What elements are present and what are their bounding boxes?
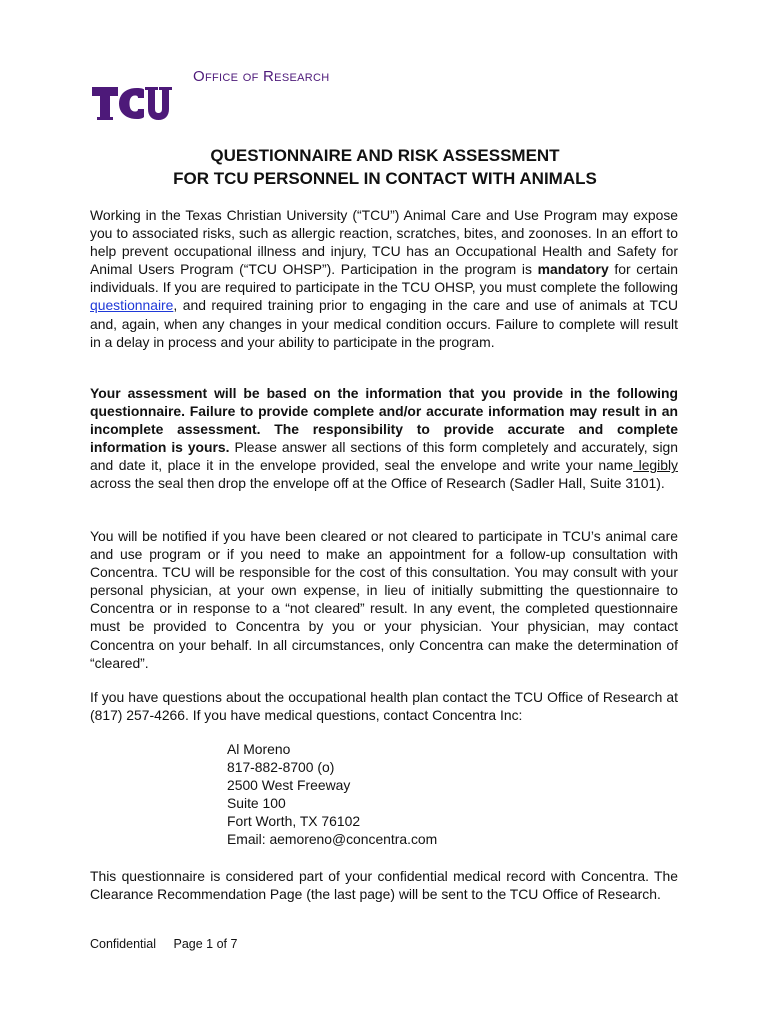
intro-text-a: Working in the Texas Christian University (“TCU”) Animal Care and Use Program may expose you to associated risks, such as allergic reaction, scratches, bites, and zoonoses. In an effort to help prevent occupational illness and injury, TCU has an Occupational Health and Safety for Animal Users Program (“TCU OHSP”). Participation in the program is (90, 207, 678, 278)
questions-paragraph: If you have questions about the occupational health plan contact the TCU Office of Research at (817) 257-4266. If you have medical questions, contact Concentra Inc: (90, 689, 678, 724)
notification-paragraph: You will be notified if you have been cleared or not cleared to participate in TCU’s animal care and use program or if you need to make an appointment for a follow-up consultation with Concentra. TCU will be responsible for the cost of this consultation. You may consult with your personal physician, at your own expense, in lieu of initially submitting the questionnaire to Concentra or in response to a “not cleared” result. In any event, the completed questionnaire must be provided to Concentra by you or your physician. Your physician, may contact Concentra on your behalf. In all circumstances, only Concentra can make the determination of “cleared”. (90, 528, 678, 671)
office-of-research-heading: Office of Research (193, 68, 330, 85)
contact-block (227, 740, 437, 849)
confidential-record-paragraph: This questionnaire is considered part of your confidential medical record with Concentra. The Clearance Recommendation Page (the last page) will be sent to the TCU Office of Research. (90, 868, 678, 903)
confidential-label: Confidential (90, 937, 157, 951)
page-footer (90, 937, 251, 951)
contact-suite: Suite 100 (227, 795, 286, 812)
assessment-paragraph (90, 384, 678, 493)
contact-street: 2500 West Freeway (227, 777, 351, 794)
page-number: Page 1 of 7 (173, 937, 238, 951)
intro-paragraph (90, 206, 678, 351)
contact-email: Email: aemoreno@concentra.com (227, 831, 438, 848)
assessment-bold-text: Your assessment will be based on the information that you provide in the following questionnaire. Failure to provide complete and/or accurate information may result in an incomplete assessment. The responsibility to provide accurate and complete information is yours. (90, 385, 678, 456)
contact-phone: 817-882-8700 (o) (227, 759, 335, 776)
assessment-text-b: across the seal then drop the envelope off at the Office of Research (Sadler Hall, Suite 3101). (90, 475, 665, 492)
legibly-text: legibly (633, 457, 678, 474)
intro-text-c: , and required training prior to engaging in the care and use of animals at TCU and, again, when any changes in your medical condition occurs. Failure to complete will result in a delay in process and your ability to participate in the program. (90, 297, 678, 350)
questionnaire-link[interactable]: questionnaire (90, 297, 174, 314)
intro-text-b: for certain individuals. If you are required to participate in the TCU OHSP, you must complete the following (90, 261, 678, 296)
document-title-line1: QUESTIONNAIRE AND RISK ASSESSMENT (210, 146, 560, 165)
mandatory-text: mandatory (537, 261, 609, 278)
tcu-logo (92, 84, 172, 122)
assessment-text-a: Please answer all sections of this form completely and accurately, sign and date it, place it in the envelope provided, seal the envelope and write your name (90, 439, 678, 474)
document-title-line2: FOR TCU PERSONNEL IN CONTACT WITH ANIMALS (173, 169, 597, 188)
contact-city: Fort Worth, TX 76102 (227, 813, 361, 830)
contact-name: Al Moreno (227, 741, 291, 757)
